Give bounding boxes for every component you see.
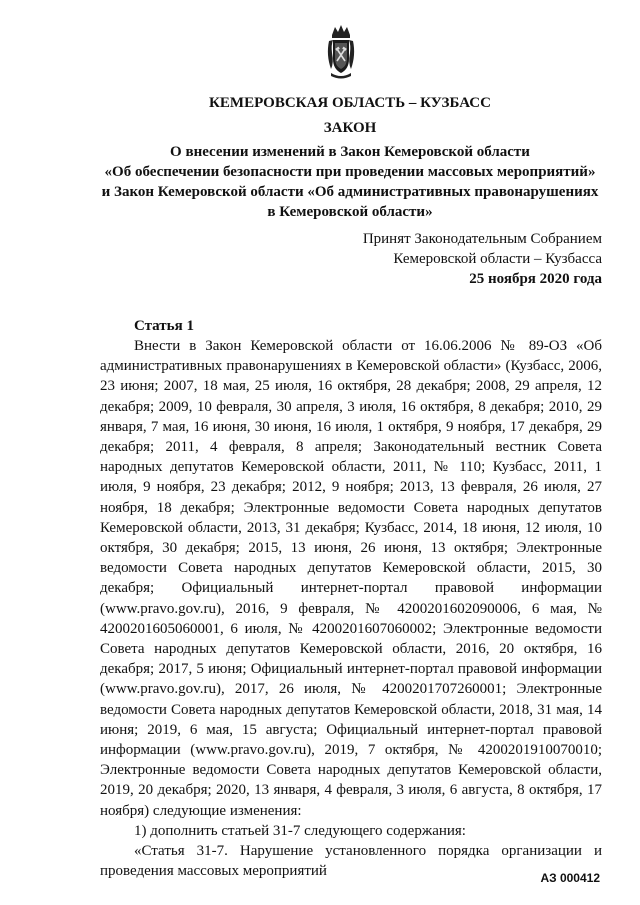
law-title-line: и Закон Кемеровской области «Об административных правонарушениях xyxy=(101,184,599,200)
adopted-by-line: Принят Законодательным Собранием xyxy=(362,231,602,247)
law-title xyxy=(60,142,640,222)
adopted-by-line: Кемеровской области – Кузбасса xyxy=(393,251,602,267)
document-type: ЗАКОН xyxy=(323,120,377,136)
law-title-line: «Об обеспечении безопасности при проведении массовых мероприятий» xyxy=(104,164,596,180)
article-paragraph: «Статья 31-7. Нарушение установленного порядка организации и проведения массовых мероприятий xyxy=(100,843,602,880)
article-paragraph: Внести в Закон Кемеровской области от 16.06.2006 № 89-ОЗ «Об административных правонарушениях в Кемеровской области» (Кузбасс, 2006, 23 июня; 2007, 18 мая, 25 июля, 16 октября, 28 декабря; 2008, 29 апреля, 12 декабря; 2009, 10 февраля, 30 апреля, 3 июля, 16 октября, 8 декабря; 2010, 29 января, 7 мая, 16 июня, 30 июня, 16 июля, 1 октября, 9 ноября, 17 декабря, 29 декабря; 2011, 4 февраля, 8 апреля; Законодательный вестник Совета народных депутатов Кемеровской области, 2011, № 110; Кузбасс, 2011, 1 июля, 9 ноября, 23 декабря; 2012, 9 ноября; 2013, 13 февраля, 26 июля, 27 ноября, 18 декабря; Электронные ведомости Совета народных депутатов Кемеровской области, 2013, 31 декабря; Кузбасс, 2014, 18 июня, 12 июля, 10 октября, 30 декабря; 2015, 13 июня, 26 июня, 13 октября; Электронные ведомости Совета народных депутатов Кемеровской области, 2015, 30 декабря; Официальный интернет-портал правовой информации (www.pravo.gov.ru), 2016, 9 февраля, № 4200201602090006, 6 мая, № 4200201605060001, 6 июля, № 4200201607060002; Электронные ведомости Совета народных депутатов Кемеровской области, 2016, 20 октября, 16 декабря; 2017, 5 июня; Официальный интернет-портал правовой информации (www.pravo.gov.ru), 2017, 26 июля, № 4200201707260001; Электронные ведомости Совета народных депутатов Кемеровской области, 2018, 31 мая, 14 июня; 2019, 6 мая, 15 августа; Официальный интернет-портал правовой информации (www.pravo.gov.ru), 2019, 7 октября, № 4200201910070010; Электронные ведомости Совета народных депутатов Кемеровской области, 2019, 20 декабря; 2020, 13 января, 4 февраля, 3 июля, 6 августа, 8 октября, 17 ноября) следующие изменения: xyxy=(100,338,602,819)
article-paragraph: 1) дополнить статьей 31-7 следующего содержания: xyxy=(134,822,466,839)
adoption-block xyxy=(300,229,602,289)
article-heading: Статья 1 xyxy=(134,318,194,334)
region-name: КЕМЕРОВСКАЯ ОБЛАСТЬ – КУЗБАСС xyxy=(209,95,491,111)
article-body xyxy=(100,336,602,881)
law-title-line: О внесении изменений в Закон Кемеровской области xyxy=(170,144,530,160)
adoption-date: 25 ноября 2020 года xyxy=(469,271,602,287)
form-serial-number: АЗ 000412 xyxy=(540,871,600,885)
law-title-line: в Кемеровской области» xyxy=(267,204,433,220)
coat-of-arms-icon xyxy=(326,23,356,81)
